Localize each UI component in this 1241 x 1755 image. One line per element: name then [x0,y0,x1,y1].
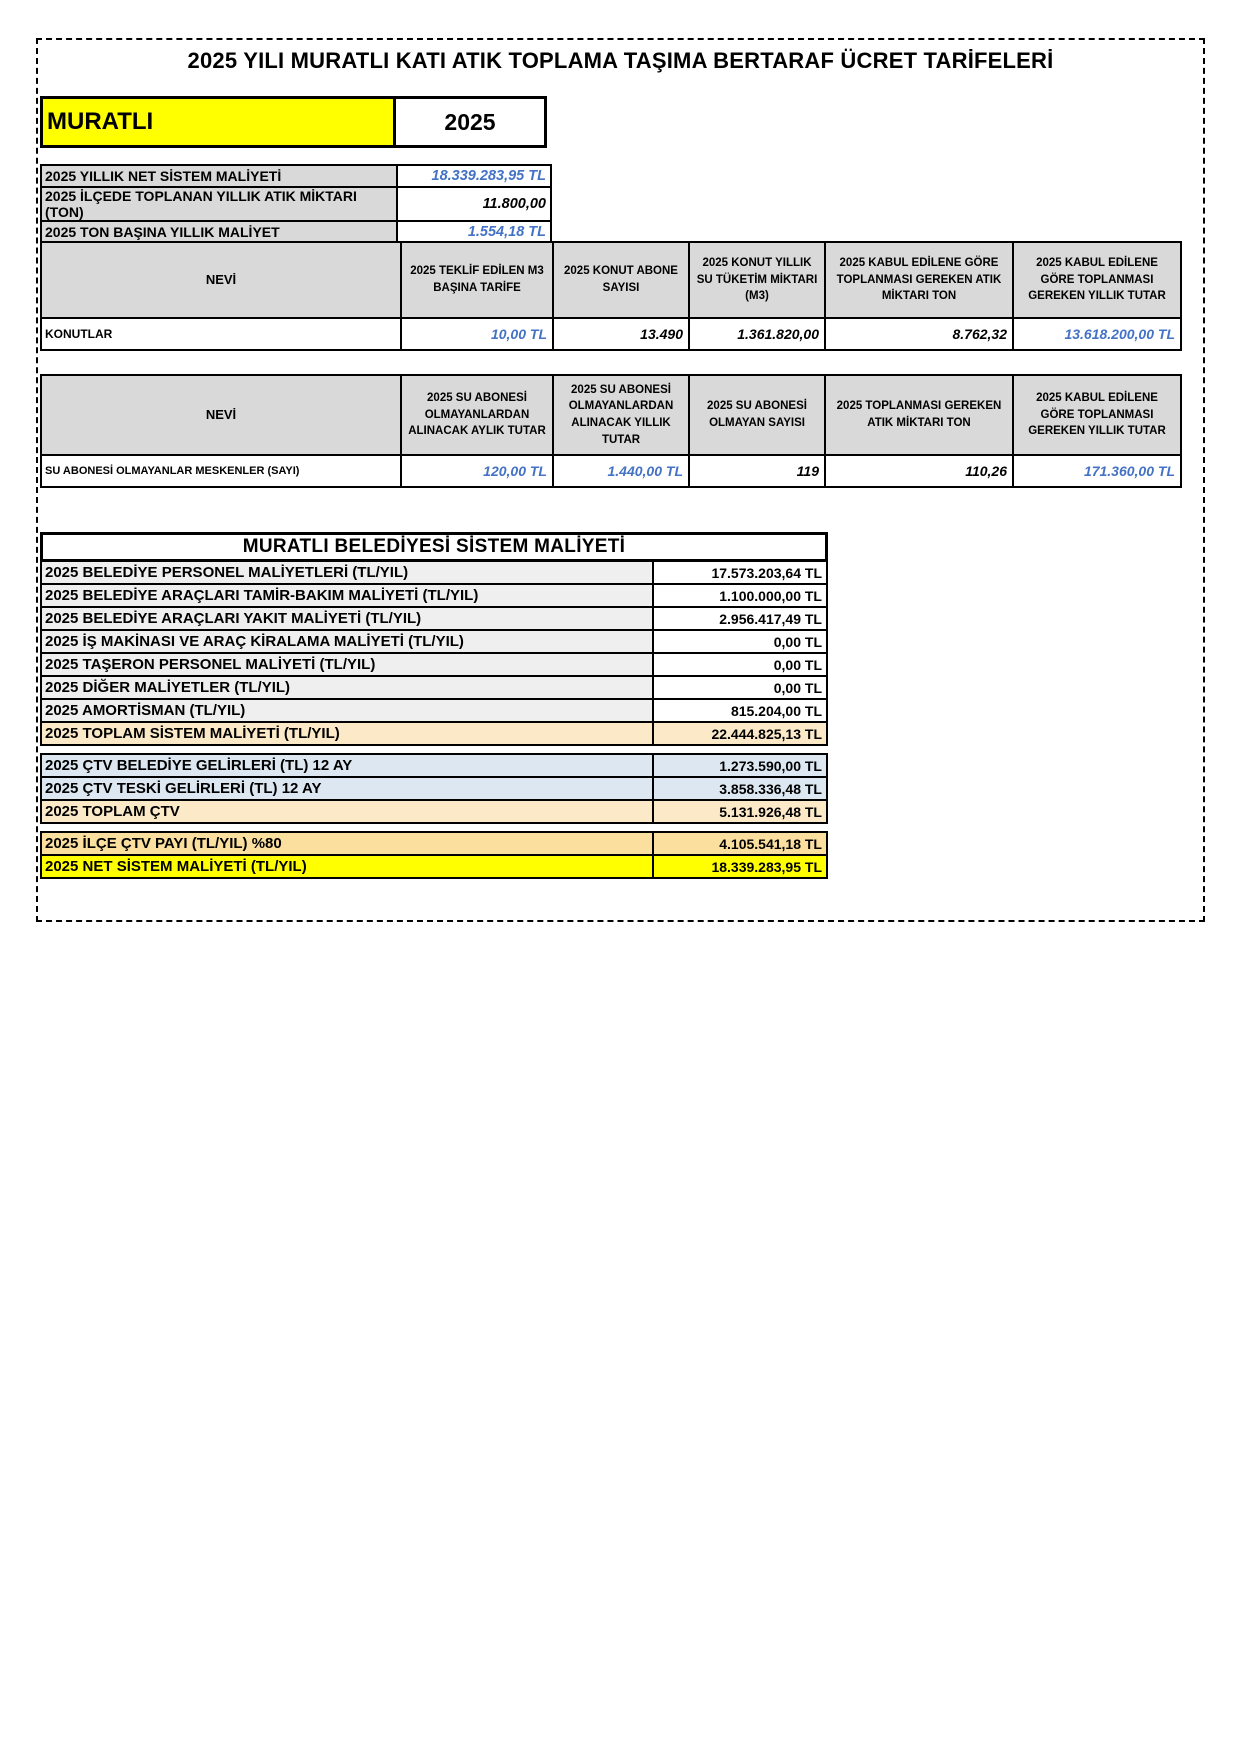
cost-label: 2025 TAŞERON PERSONEL MALİYETİ (TL/YIL) [42,654,654,675]
cost-label: 2025 TOPLAM SİSTEM MALİYETİ (TL/YIL) [42,723,654,744]
column-header-atik-miktari: 2025 TOPLANMASI GEREKEN ATIK MİKTARI TON [825,375,1013,455]
cost-row-toplam-sistem [40,721,828,746]
year-cell: 2025 [393,96,547,148]
column-header-olmayan-sayisi: 2025 SU ABONESİ OLMAYAN SAYISI [689,375,825,455]
summary-label: 2025 TON BAŞINA YILLIK MALİYET [41,221,397,243]
cell-olmayan-sayisi: 119 [689,455,825,487]
cost-row-diger [40,675,828,700]
cost-row-amortisman [40,698,828,723]
cell-yillik-tutar: 1.440,00 TL [553,455,689,487]
cost-value: 815.204,00 TL [654,700,826,721]
cost-row-toplam-ctv [40,799,828,824]
cost-label: 2025 ÇTV TESKİ GELİRLERİ (TL) 12 AY [42,778,654,799]
column-header-tarife: 2025 TEKLİF EDİLEN M3 BAŞINA TARİFE [401,242,553,318]
cost-row-personel [40,560,828,585]
cost-label: 2025 DİĞER MALİYETLER (TL/YIL) [42,677,654,698]
column-header-yillik-tutar: 2025 KABUL EDİLENE GÖRE TOPLANMASI GEREKEN YILLIK TUTAR [1013,242,1181,318]
column-header-nevi: NEVİ [41,242,401,318]
cost-row-ctv-belediye [40,753,828,778]
cost-label: 2025 BELEDİYE ARAÇLARI YAKIT MALİYETİ (TL/YIL) [42,608,654,629]
su-abonesi-olmayanlar-row [41,455,1181,487]
cell-abone-sayisi: 13.490 [553,318,689,350]
su-abonesi-header-row [41,375,1181,455]
cell-aylik-tutar: 120,00 TL [401,455,553,487]
sistem-maliyeti-title: MURATLI BELEDİYESİ SİSTEM MALİYETİ [40,532,828,562]
cost-value: 1.100.000,00 TL [654,585,826,606]
header-box [40,96,547,148]
cost-row-ilce-ctv-payi [40,831,828,856]
cell-kabul-yillik-tutar: 171.360,00 TL [1013,455,1181,487]
konut-table-header-row [41,242,1181,318]
summary-value: 11.800,00 [397,187,551,221]
summary-row-net-sistem [41,165,551,187]
cost-row-net-sistem [40,854,828,879]
cost-label: 2025 BELEDİYE PERSONEL MALİYETLERİ (TL/YIL) [42,562,654,583]
su-abonesi-table [40,374,1182,488]
column-header-yillik-tutar: 2025 SU ABONESİ OLMAYANLARDAN ALINACAK YILLIK TUTAR [553,375,689,455]
cost-row-kiralama [40,629,828,654]
konutlar-row [41,318,1181,350]
column-header-abone-sayisi: 2025 KONUT ABONE SAYISI [553,242,689,318]
cost-value: 3.858.336,48 TL [654,778,826,799]
cost-label: 2025 BELEDİYE ARAÇLARI TAMİR-BAKIM MALİYETİ (TL/YIL) [42,585,654,606]
cell-row-name: KONUTLAR [41,318,401,350]
cost-value: 4.105.541,18 TL [654,833,826,854]
column-header-nevi: NEVİ [41,375,401,455]
column-header-su-tuketim: 2025 KONUT YILLIK SU TÜKETİM MİKTARI (M3) [689,242,825,318]
cost-row-ctv-teski [40,776,828,801]
cost-label: 2025 AMORTİSMAN (TL/YIL) [42,700,654,721]
column-header-aylik-tutar: 2025 SU ABONESİ OLMAYANLARDAN ALINACAK AYLIK TUTAR [401,375,553,455]
summary-table [40,164,552,244]
cost-label: 2025 İŞ MAKİNASI VE ARAÇ KİRALAMA MALİYETİ (TL/YIL) [42,631,654,652]
summary-row-atik-miktari [41,187,551,221]
cost-label: 2025 İLÇE ÇTV PAYI (TL/YIL) %80 [42,833,654,854]
cost-value: 2.956.417,49 TL [654,608,826,629]
summary-label: 2025 İLÇEDE TOPLANAN YILLIK ATIK MİKTARI (TON) [41,187,397,221]
cost-row-yakit [40,606,828,631]
summary-value: 18.339.283,95 TL [397,165,551,187]
cost-row-tamir-bakim [40,583,828,608]
page-dashed-border [36,38,1205,922]
page-title: 2025 YILI MURATLI KATI ATIK TOPLAMA TAŞIMA BERTARAF ÜCRET TARİFELERİ [187,48,1054,73]
cell-su-tuketim: 1.361.820,00 [689,318,825,350]
cost-value: 0,00 TL [654,677,826,698]
cost-value: 18.339.283,95 TL [654,856,826,877]
cost-value: 0,00 TL [654,631,826,652]
column-header-kabul-yillik-tutar: 2025 KABUL EDİLENE GÖRE TOPLANMASI GEREKEN YILLIK TUTAR [1013,375,1181,455]
cost-value: 0,00 TL [654,654,826,675]
sistem-maliyeti-table [40,532,828,879]
cost-value: 22.444.825,13 TL [654,723,826,744]
municipality-cell: MURATLI [40,96,396,148]
cost-value: 1.273.590,00 TL [654,755,826,776]
cell-yillik-tutar: 13.618.200,00 TL [1013,318,1181,350]
cost-label: 2025 TOPLAM ÇTV [42,801,654,822]
cost-label: 2025 ÇTV BELEDİYE GELİRLERİ (TL) 12 AY [42,755,654,776]
cell-atik-miktari: 8.762,32 [825,318,1013,350]
summary-value: 1.554,18 TL [397,221,551,243]
cost-label: 2025 NET SİSTEM MALİYETİ (TL/YIL) [42,856,654,877]
cost-row-taseron [40,652,828,677]
column-header-atik-miktari: 2025 KABUL EDİLENE GÖRE TOPLANMASI GEREKEN ATIK MİKTARI TON [825,242,1013,318]
cost-value: 5.131.926,48 TL [654,801,826,822]
cell-row-name: SU ABONESİ OLMAYANLAR MESKENLER (SAYI) [41,455,401,487]
summary-label: 2025 YILLIK NET SİSTEM MALİYETİ [41,165,397,187]
cell-atik-miktari: 110,26 [825,455,1013,487]
konut-tariff-table [40,241,1182,351]
cell-tarife-m3: 10,00 TL [401,318,553,350]
cost-value: 17.573.203,64 TL [654,562,826,583]
summary-row-ton-maliyet [41,221,551,243]
